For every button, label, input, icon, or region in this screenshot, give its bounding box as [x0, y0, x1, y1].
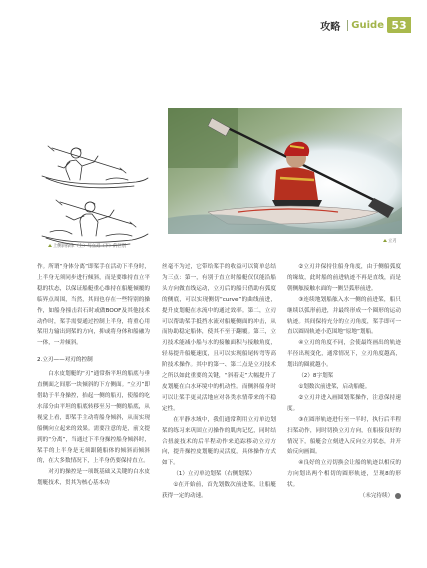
- list-item: ①划数次前进桨，启动船艇。: [298, 383, 371, 390]
- kayaker-photo: [168, 108, 402, 234]
- paragraph: ②立刃并保持住船身角度，由于侧船弧度的缘故，此时船的前进轨迹不再是直线，而是朝侧舷接触水面的一侧呈弧形前进。: [287, 264, 401, 292]
- paragraph: ④立刃的角度不同，会使最终画出的轨迹半径出现变化，通常情况下，立刃角度越高，划出的圈就越小。: [287, 340, 401, 369]
- paragraph: 白水皮划艇的“刃”通常指平坦的船底与垂直侧面之间那一块倾斜的下方侧面。“立刃”即借助于半身操控，抬起一侧的船刃，使船的吃水部分由平坦的船底转移至另一侧的船底，从视觉上看，即桨手主动将船身倾斜，从而实现船侧向立起来的效果。需要注意的是，前文提到的“分离”，当通过下半身操控船身倾斜时，桨手的上半身是无须跟随船体的倾斜而倾斜的，在大多数情况下，上半身仍要保持直立。: [37, 371, 150, 465]
- paragraph: 作。所谓“身体分离”即桨手在活动下半身时，上半身无须同步进行倾斜，而是要维持直立平稳的状态，以保证船艇重心维持在船艇倾覆的临界点周围，当然，其间也存在一些特别的操作，如船身撞击岩石时或做BOOF及其他技术动作时，桨手需要通过控制上半身，将重心用桨用力输出到桨的方向，抑或将身体和船融为一体，一并倾斜。: [37, 264, 150, 347]
- paragraph: 在平静水域中，我们通常利用立刃单边划桨的练习来巩固立刃操作的肌肉记忆，同时结合扭旋技术的后半程动作来追踪移动立刃方向，提升操控皮划艇的灵活度，具体操作方式如下。: [162, 416, 276, 467]
- kayak-sketch-illustration: [36, 136, 156, 254]
- sketch-caption-text: 上侧斜撑体（上）与立刃（下）的区别: [53, 244, 127, 249]
- paragraph: 丝毫不为过，它带给桨手的收益可以简单总结为三点：第一，有别于直立时船艇仅仅能沿船头方向做直线运动，立刃后的船只借助有弧度的侧底，可以实现侧切“curve”的曲线前进，提升皮划艇在水流中的通过效率。第二，立刃可以帮助桨手抵挡水流对船艇侧面的冲击，从而协助稳定船体，使其不至于翻覆。第三，立刃技术能减小船与水的接触面积与接触角度，轻易提升船艇速度，且可以实现船尾转弯等高阶技术操作。其中的第一、第二点是立刃技术之所以如此重要的关键，“斜着走”大幅提升了皮划艇在白水环境中的机动性。而侧斜船身时可以让桨手更灵活地应对各类水情带来的不稳定性。: [162, 264, 276, 412]
- section-title: 攻略: [320, 21, 341, 33]
- paragraph: ③连续地划船舷入水一侧的前进桨，船只继续以弧形前进，并最终形成一个圈形的运动轨迹。其间保持充分的立刃角度，桨手即可一直以圆周轨迹小范围地“原地”划船。: [287, 296, 401, 336]
- page-header: [320, 16, 411, 34]
- guide-label: Guide: [351, 19, 384, 31]
- list-item: ④良好的立刃切换会让船的轨迹以相反的方向划出两个相切的圆形轨迹，呈现8的形状。: [287, 460, 401, 489]
- photo-caption: [383, 238, 397, 244]
- subheading-text: 2.立刃——对刃的控制: [37, 357, 93, 364]
- header-divider: [347, 20, 348, 31]
- caption-marker-icon: [48, 244, 52, 247]
- section-subheading: [37, 355, 150, 366]
- caption-marker-icon: [383, 239, 387, 242]
- text-column-2: [162, 262, 276, 502]
- list-item: ②立刃并进入画圆划桨操作，注意保持速度。: [287, 394, 401, 412]
- paragraph: 对刃的操控是一项既基础又关键的白水皮划艇技术，贯其为核心基本功: [37, 469, 150, 487]
- text-column-3: [287, 262, 401, 502]
- list-heading: （2）8字划桨: [298, 373, 334, 380]
- sketch-caption: [48, 243, 126, 249]
- continued-text: （未完待续）: [359, 493, 394, 500]
- list-item: ①在开始前，首先划数次前进桨，让船艇获得一定的动速。: [162, 482, 276, 500]
- page-number: 53: [387, 17, 411, 33]
- list-heading: （1）立刃单边划桨（右侧划桨）: [173, 471, 256, 478]
- to-be-continued: [287, 491, 401, 502]
- photo-caption-text: 立刃: [388, 239, 397, 244]
- end-mark-icon: [395, 493, 401, 499]
- text-column-1: [37, 262, 150, 489]
- list-item: ③在圆形轨迹进行至一半时，执行后半程扫桨动作，同时切换立刃方向，在船接良好的情况下，船艇会立刻进入反向立刃状态，并开始反向画圆。: [287, 416, 401, 456]
